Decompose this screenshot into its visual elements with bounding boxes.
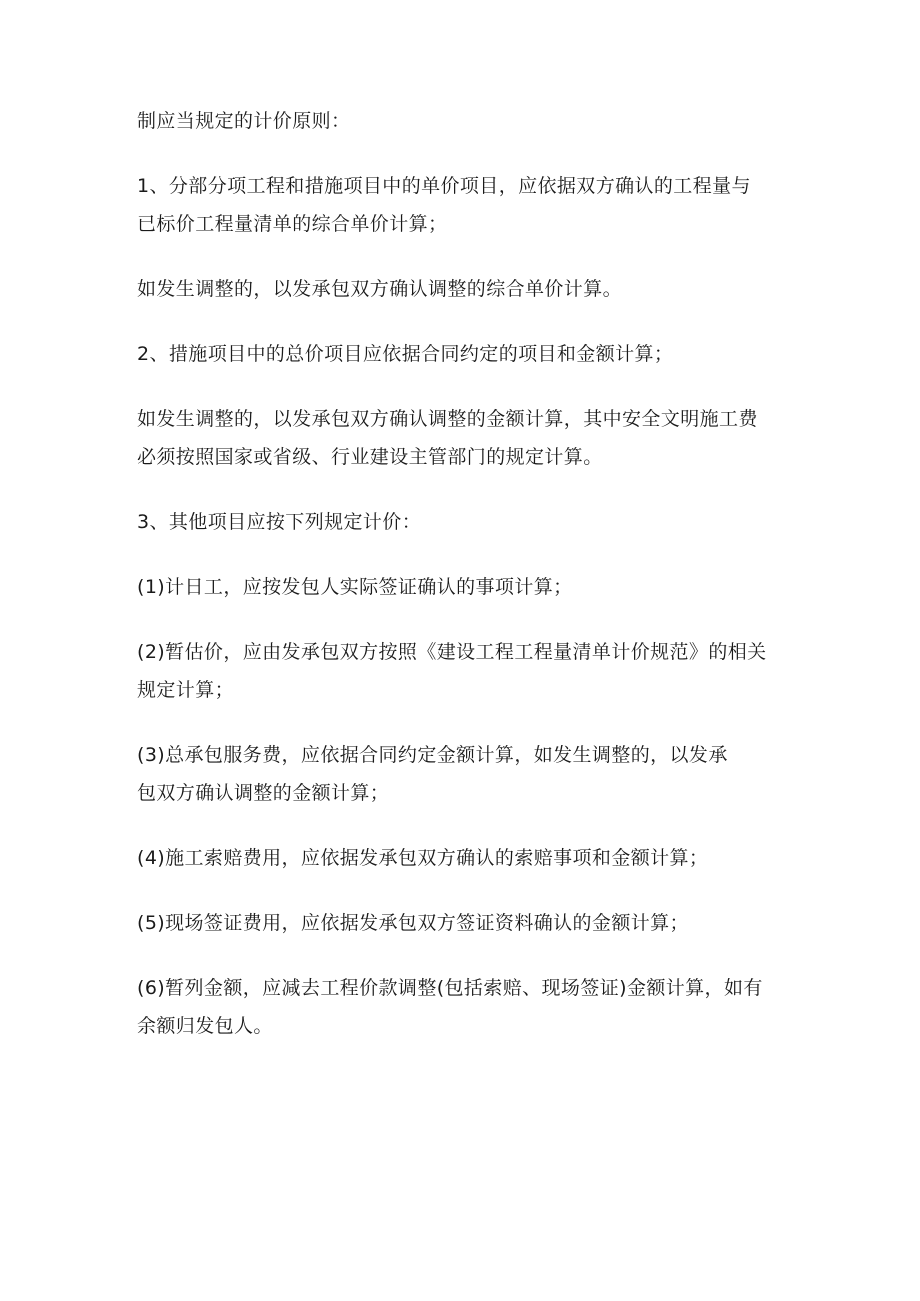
- text-line: (4)施工索赔费用，应依据发承包双方确认的索赔事项和金额计算；: [137, 847, 709, 869]
- text-line: 2、措施项目中的总价项目应依据合同约定的项目和金额计算；: [137, 343, 674, 365]
- text-line: 规定计算；: [137, 679, 235, 701]
- paragraph-item-2: [137, 335, 797, 373]
- text-line: 1、分部分项工程和措施项目中的单价项目，应依据双方确认的工程量与: [137, 175, 751, 197]
- text-line: (6)暂列金额，应减去工程价款调整(包括索赔、现场签证)金额计算，如有: [137, 977, 763, 999]
- paragraph-subitem-1: [137, 568, 797, 606]
- text-line: 余额归发包人。: [137, 1015, 273, 1037]
- text-line: 必须按照国家或省级、行业建设主管部门的规定计算。: [137, 446, 603, 468]
- paragraph-item-2-adjust: [137, 400, 797, 476]
- text-line: 如发生调整的，以发承包双方确认调整的综合单价计算。: [137, 278, 623, 300]
- paragraph-item-1-adjust: [137, 270, 797, 308]
- text-line: (3)总承包服务费，应依据合同约定金额计算，如发生调整的，以发承: [137, 744, 728, 766]
- text-line: 制应当规定的计价原则：: [137, 110, 351, 132]
- text-line: 3、其他项目应按下列规定计价：: [137, 511, 422, 533]
- paragraph-item-3: [137, 503, 797, 541]
- paragraph-subitem-4: [137, 839, 797, 877]
- paragraph-subitem-5: [137, 904, 797, 942]
- paragraph-intro: [137, 102, 797, 140]
- paragraph-subitem-3: [137, 736, 797, 812]
- paragraph-subitem-2: [137, 633, 797, 709]
- text-line: 已标价工程量清单的综合单价计算；: [137, 213, 448, 235]
- paragraph-subitem-6: [137, 969, 797, 1045]
- document-body: [137, 102, 797, 1045]
- paragraph-item-1: [137, 167, 797, 243]
- text-line: (2)暂估价，应由发承包双方按照《建设工程工程量清单计价规范》的相关: [137, 641, 767, 663]
- text-line: (5)现场签证费用，应依据发承包双方签证资料确认的金额计算；: [137, 912, 689, 934]
- text-line: (1)计日工，应按发包人实际签证确认的事项计算；: [137, 576, 573, 598]
- text-line: 包双方确认调整的金额计算；: [137, 782, 390, 804]
- text-line: 如发生调整的，以发承包双方确认调整的金额计算，其中安全文明施工费: [137, 408, 758, 430]
